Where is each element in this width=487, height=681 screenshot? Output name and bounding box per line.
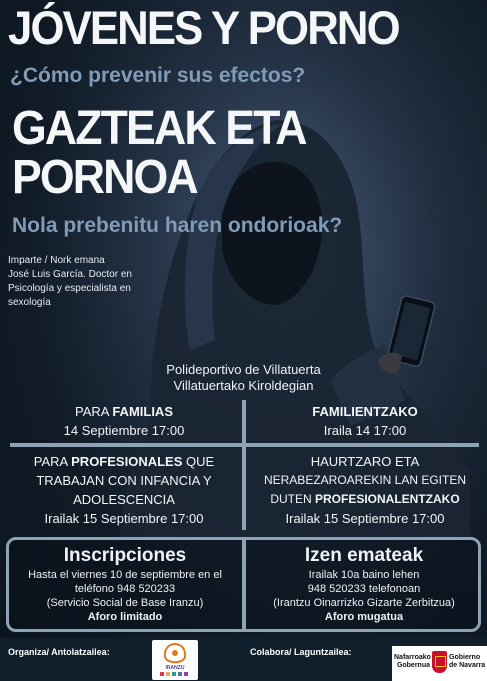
- pros-eu-audience: PROFESIONALENTZAKO: [315, 492, 460, 506]
- speaker-name: José Luis García. Doctor en: [8, 269, 132, 280]
- gobierno-de-navarra-logo: [392, 646, 487, 681]
- session-grid-horizontal-divider: [10, 443, 479, 447]
- registration-eu-capacity: Aforo mugatua: [324, 611, 404, 623]
- registration-es-capacity: Aforo limitado: [87, 611, 163, 623]
- venue-eu: Villatuertako Kiroldegian: [173, 378, 314, 393]
- navarra-shield-icon: [432, 651, 447, 673]
- pros-es-prefix: PARA: [33, 454, 72, 469]
- pros-eu-prefix: DUTEN: [270, 492, 315, 506]
- registration-es-phone: teléfono 948 520233: [74, 583, 176, 595]
- gov-logo-basque: Nafarroako Gobernua: [394, 654, 431, 669]
- registration-es-deadline: Hasta el viernes 10 de septiembre en el: [28, 569, 222, 581]
- pros-eu-date: Irailak 15 Septiembre 17:00: [285, 511, 445, 526]
- collaborator-label: Colabora/ Laguntzailea:: [250, 647, 352, 657]
- pros-es-suffix: QUE: [182, 454, 215, 469]
- session-families-eu: [250, 402, 480, 440]
- iranzu-logo: [152, 640, 198, 680]
- registration-eu-deadline: Irailak 10a baino lehen: [308, 569, 420, 581]
- subtitle-eu: Nola prebenitu haren ondorioak?: [12, 214, 343, 237]
- registration-divider: [242, 540, 246, 630]
- gov-logo-spanish: Gobierno de Navarra: [449, 654, 486, 669]
- registration-eu-service: (Irantzu Oinarrizko Gizarte Zerbitzua): [273, 597, 455, 609]
- session-professionals-es: [10, 452, 238, 528]
- pros-eu-line-2: NERABEZAROAREKIN LAN EGITEN: [263, 473, 467, 487]
- registration-eu-title: Izen emateak: [304, 545, 424, 566]
- organizer-label: Organiza/ Antolatzailea:: [8, 647, 110, 657]
- title-eu-line-1: GAZTEAK ETA: [12, 102, 306, 155]
- pros-es-line-3: ADOLESCENCIA: [73, 492, 175, 507]
- families-eu-date: Iraila 14 17:00: [323, 423, 407, 438]
- title-eu-line-2: PORNOA: [12, 151, 197, 204]
- registration-eu: [250, 544, 478, 625]
- iranzu-logo-text: IRANZU: [165, 665, 185, 671]
- pros-es-date: Irailak 15 Septiembre 17:00: [44, 511, 204, 526]
- families-eu-audience: FAMILIENTZAKO: [312, 404, 418, 419]
- subtitle-es: ¿Cómo prevenir sus efectos?: [10, 64, 306, 87]
- session-professionals-eu: [250, 452, 480, 528]
- registration-es: [10, 544, 240, 625]
- families-es-audience: FAMILIAS: [112, 404, 173, 419]
- speaker-title: Psicología y especialista en: [8, 283, 131, 294]
- families-es-prefix: PARA: [74, 404, 113, 419]
- families-es-date: 14 Septiembre 17:00: [63, 423, 185, 438]
- venue-es: Polideportivo de Villatuerta: [166, 362, 321, 377]
- registration-eu-phone: 948 520233 telefonoan: [307, 583, 421, 595]
- session-families-es: [10, 402, 238, 440]
- pros-eu-line-1: HAURTZARO ETA: [310, 454, 420, 469]
- speaker-title-end: sexología: [8, 297, 51, 308]
- pros-es-audience: PROFESIONALES: [71, 454, 183, 469]
- registration-es-service: (Servicio Social de Base Iranzu): [46, 597, 204, 609]
- title-es: JÓVENES Y PORNO: [8, 1, 399, 54]
- pros-es-line-2: TRABAJAN CON INFANCIA Y: [36, 473, 212, 488]
- session-grid-vertical-divider: [242, 400, 246, 530]
- speaker-label: Imparte / Nork emana: [8, 255, 105, 266]
- registration-es-title: Inscripciones: [63, 545, 187, 566]
